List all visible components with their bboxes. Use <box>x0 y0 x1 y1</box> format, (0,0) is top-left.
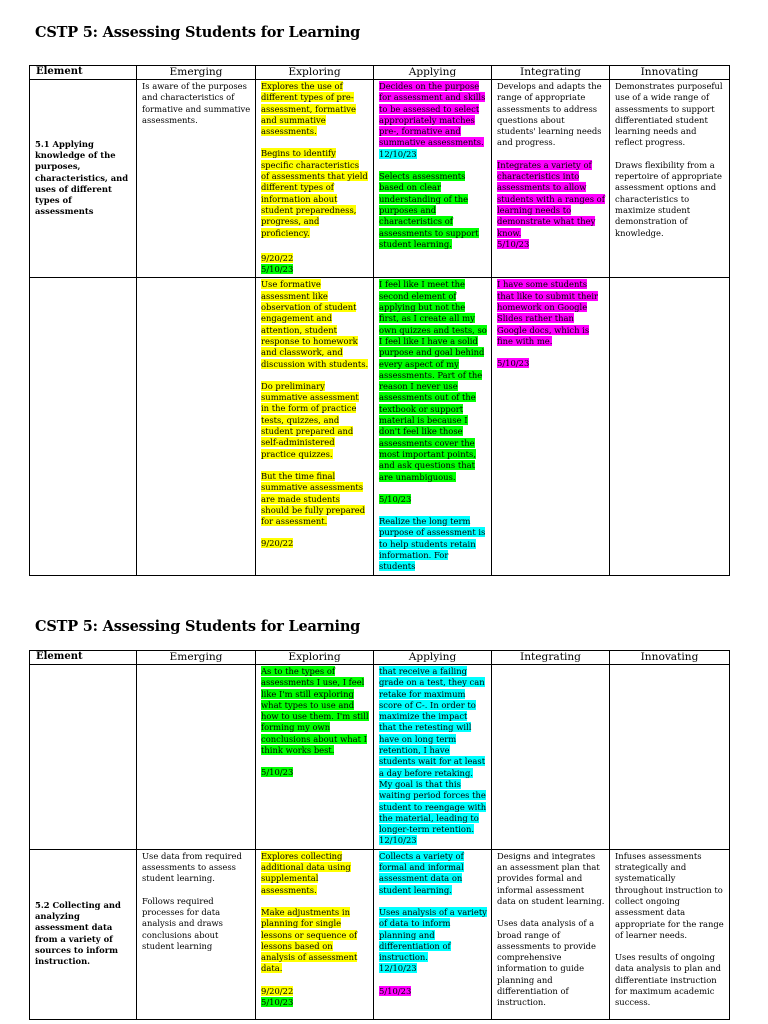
date-stamp: 5/10/23 <box>379 985 412 996</box>
integrating-text: I have some students that like to submit their homework on Google Slides rather than Google docs, which is fine with me. <box>497 279 598 346</box>
integrating-cell <box>492 665 610 850</box>
innovating-cell <box>610 278 730 575</box>
header-row <box>30 66 730 80</box>
emerging-text: Follows required processes for data analysis and draws conclusions about student learning <box>142 895 223 951</box>
applying-text: Realize the long term purpose of assessment is to help students retain information. For students <box>379 516 486 572</box>
header-emerging: Emerging <box>137 66 256 80</box>
applying-cell <box>374 665 492 850</box>
date-stamp: 9/20/22 <box>261 538 294 549</box>
emerging-cell <box>137 278 256 575</box>
date-stamp: 5/10/23 <box>261 264 294 275</box>
applying-text: Collects a variety of formal and informal assessment data on student learning. <box>379 850 464 895</box>
rubric-table <box>29 650 730 1020</box>
date-stamp: 5/10/23 <box>261 997 294 1008</box>
innovating-cell <box>610 665 730 850</box>
emerging-cell <box>137 80 256 278</box>
exploring-text: Use formative assessment like observation of student engagement and attention, student response to homework and classwork, and discussion with students. <box>261 279 369 369</box>
date-stamp: 12/10/23 <box>379 963 417 974</box>
applying-cell <box>374 278 492 575</box>
exploring-text: Make adjustments in planning for single lessons or sequence of lessons based on analysis of assessment data. <box>261 906 358 974</box>
exploring-text: As to the types of assessments I use, I feel like I'm still exploring what types to use and how to use them. I'm still forming my own conclusions about what I think works best. <box>261 666 369 756</box>
exploring-text: Begins to identify specific characteristics of assessments that yield different types of information about student preparedness, progress, and proficiency. <box>261 148 368 238</box>
integrating-text: Uses data analysis of a broad range of assessments to provide comprehensive information to guide planning and differentiation of instruction. <box>497 918 596 1008</box>
header-exploring: Exploring <box>256 66 374 80</box>
applying-text: Uses analysis of a variety of data to inform planning and differentiation of instruction. <box>379 906 487 963</box>
header-integrating: Integrating <box>492 66 610 80</box>
date-stamp: 9/20/22 <box>261 252 294 263</box>
header-exploring: Exploring <box>256 651 374 665</box>
header-element: Element <box>30 66 137 80</box>
header-emerging: Emerging <box>137 651 256 665</box>
date-stamp: 5/10/23 <box>379 493 412 504</box>
exploring-cell <box>256 278 374 575</box>
integrating-text: Integrates a variety of characteristics into assessments to allow students with a ranges of learning needs to demonstrate what they know. <box>497 159 605 238</box>
element-name: 5.2 Collecting and analyzing assessment data from a variety of sources to inform instruction. <box>35 899 121 967</box>
page-title: CSTP 5: Assessing Students for Learning <box>35 24 361 41</box>
applying-text: I feel like I meet the second element of applying but not the first, as I create all my own quizzes and tests, so I feel like I have a solid purpose and goal behind every aspect of my assessments. Part of the reason I never use assessments out of the textbook or support material is because I don't feel like those assessments cover the most important points, and ask questions that are unambiguous. <box>379 279 487 482</box>
innovating-cell <box>610 849 730 1019</box>
innovating-text: Demonstrates purposeful use of a wide range of assessments to support differentiated student learning needs and reflect progress. <box>615 81 723 148</box>
rubric-table <box>29 65 730 576</box>
exploring-text: Explores collecting additional data using supplemental assessments. <box>261 850 351 895</box>
applying-cell <box>374 80 492 278</box>
element-cell <box>30 665 137 850</box>
innovating-text: Uses results of ongoing data analysis to plan and differentiate instruction for maximum academic success. <box>615 952 722 1008</box>
date-stamp: 5/10/23 <box>497 238 530 249</box>
innovating-cell <box>610 80 730 278</box>
emerging-cell <box>137 665 256 850</box>
applying-text: that receive a failing grade on a test, they can retake for maximum score of C-. In order to maximize the impact that the retesting will have on long term retention, I have students wait for at least a day before retaking. My goal is that this waiting period forces the student to reengage with the material, leading to longer-term retention. <box>379 666 487 835</box>
applying-cell <box>374 849 492 1019</box>
exploring-cell <box>256 80 374 278</box>
integrating-cell <box>492 849 610 1019</box>
emerging-cell <box>137 849 256 1019</box>
date-stamp: 5/10/23 <box>497 358 530 369</box>
element-cell <box>30 80 137 278</box>
innovating-text: Draws flexibility from a repertoire of appropriate assessment options and characteristics to maximize student demonstration of knowledge. <box>615 159 722 238</box>
exploring-text: But the time final summative assessments are made students should be fully prepared for assessment. <box>261 470 366 527</box>
integrating-text: Designs and integrates an assessment plan that provides formal and informal assessment data on student learning. <box>497 850 605 906</box>
exploring-text: Explores the use of different types of pre-assessment, formative and summative assessments. <box>261 81 356 137</box>
header-integrating: Integrating <box>492 651 610 665</box>
element-name: 5.1 Applying knowledge of the purposes, characteristics, and uses of different types of assessments <box>35 138 129 217</box>
header-element: Element <box>30 651 137 665</box>
applying-text: Selects assessments based on clear understanding of the purposes and characteristics of assessments to support student learning. <box>379 171 479 249</box>
date-stamp: 12/10/23 <box>379 835 417 846</box>
header-applying: Applying <box>374 651 492 665</box>
emerging-text: Use data from required assessments to assess student learning. <box>142 850 242 884</box>
element-cell <box>30 849 137 1019</box>
element-cell <box>30 278 137 575</box>
emerging-text: Is aware of the purposes and characteristics of formative and summative assessments. <box>142 81 251 125</box>
header-innovating: Innovating <box>610 651 730 665</box>
date-stamp: 5/10/23 <box>261 767 294 778</box>
integrating-cell <box>492 80 610 278</box>
table-row <box>30 278 730 575</box>
table-row <box>30 80 730 278</box>
exploring-cell <box>256 665 374 850</box>
date-stamp: 12/10/23 <box>379 148 417 159</box>
header-applying: Applying <box>374 66 492 80</box>
exploring-text: Do preliminary summative assessment in the form of practice tests, quizzes, and student prepared and self-administered practice quizzes. <box>261 380 359 459</box>
table-row <box>30 849 730 1019</box>
header-innovating: Innovating <box>610 66 730 80</box>
page-title: CSTP 5: Assessing Students for Learning <box>35 618 361 635</box>
applying-text: Decides on the purpose for assessment and skills to be assessed to select appropriately matches pre-, formative and summative assessments. <box>379 81 486 148</box>
integrating-cell <box>492 278 610 575</box>
innovating-text: Infuses assessments strategically and systematically throughout instruction to collect ongoing assessment data appropriate for the range of learner needs. <box>615 850 724 940</box>
integrating-text: Develops and adapts the range of appropriate assessments to address questions about students' learning needs and progress. <box>497 81 602 148</box>
date-stamp: 9/20/22 <box>261 985 294 996</box>
exploring-cell <box>256 849 374 1019</box>
header-row <box>30 651 730 665</box>
table-row <box>30 665 730 850</box>
